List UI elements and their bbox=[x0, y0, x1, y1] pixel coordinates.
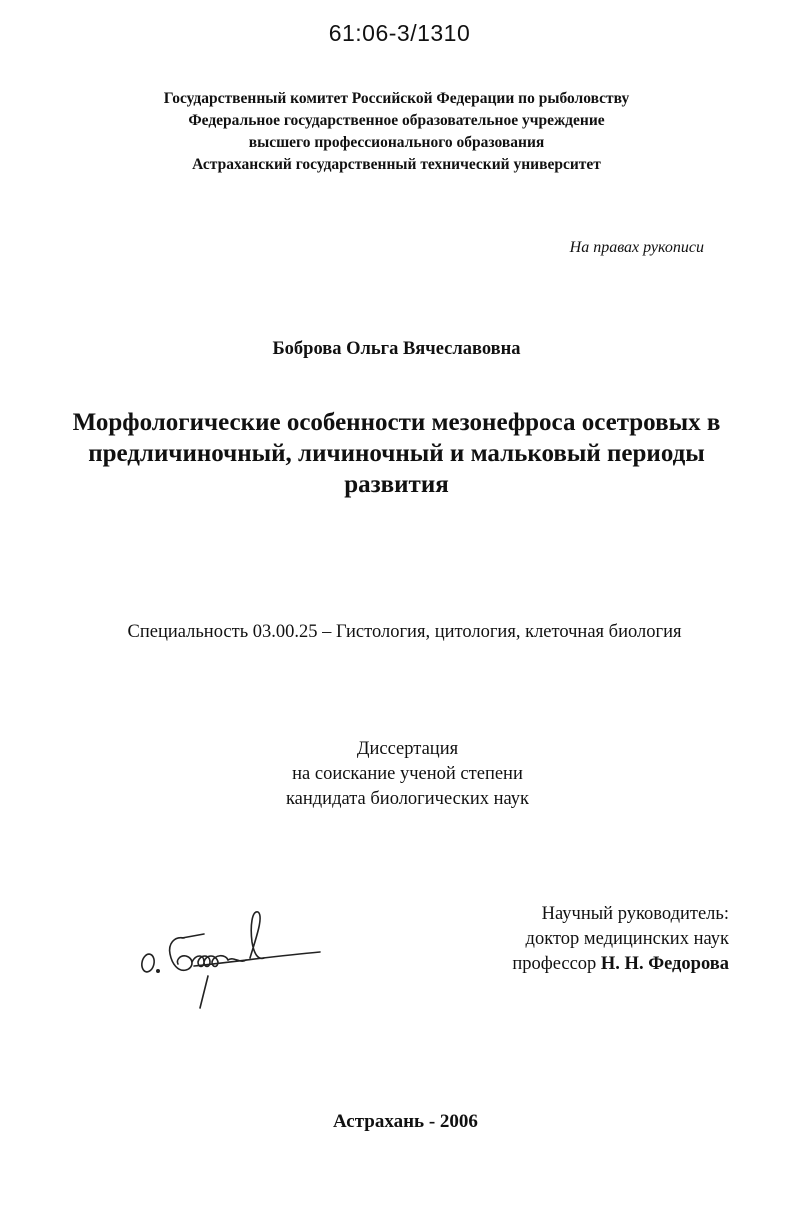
degree-line: на соискание ученой степени bbox=[292, 764, 523, 784]
title-line: развития bbox=[344, 471, 449, 498]
dissertation-title bbox=[0, 407, 793, 500]
institution-header bbox=[0, 88, 793, 176]
scientific-supervisor bbox=[512, 902, 729, 977]
manuscript-rights-note: На правах рукописи bbox=[569, 239, 704, 256]
library-shelfmark: 61:06-3/1310 bbox=[328, 20, 471, 46]
supervisor-title-prefix: профессор bbox=[512, 954, 597, 974]
institution-line: высшего профессионального образования bbox=[248, 134, 545, 151]
supervisor-name: Н. Н. Федорова bbox=[600, 954, 729, 974]
title-line: Морфологические особенности мезонефроса осетровых в bbox=[72, 409, 721, 436]
degree-line: Диссертация bbox=[356, 739, 459, 759]
handwritten-signature bbox=[134, 908, 334, 1018]
supervisor-role: Научный руководитель: bbox=[541, 904, 729, 924]
supervisor-title-name bbox=[512, 952, 729, 977]
degree-statement bbox=[0, 737, 793, 812]
title-line: предличиночный, личиночный и мальковый периоды bbox=[88, 440, 705, 467]
degree-line: кандидата биологических наук bbox=[285, 789, 530, 809]
specialty-line: Специальность 03.00.25 – Гистология, цитология, клеточная биология bbox=[127, 622, 682, 642]
institution-line: Астраханский государственный технический университет bbox=[192, 156, 601, 173]
city-year: Астрахань - 2006 bbox=[333, 1111, 478, 1132]
institution-line: Федеральное государственное образовательное учреждение bbox=[188, 112, 605, 129]
supervisor-degree: доктор медицинских наук bbox=[525, 929, 729, 949]
institution-line: Государственный комитет Российской Федерации по рыболовству bbox=[163, 90, 630, 107]
author-name: Боброва Ольга Вячеславовна bbox=[272, 339, 521, 359]
